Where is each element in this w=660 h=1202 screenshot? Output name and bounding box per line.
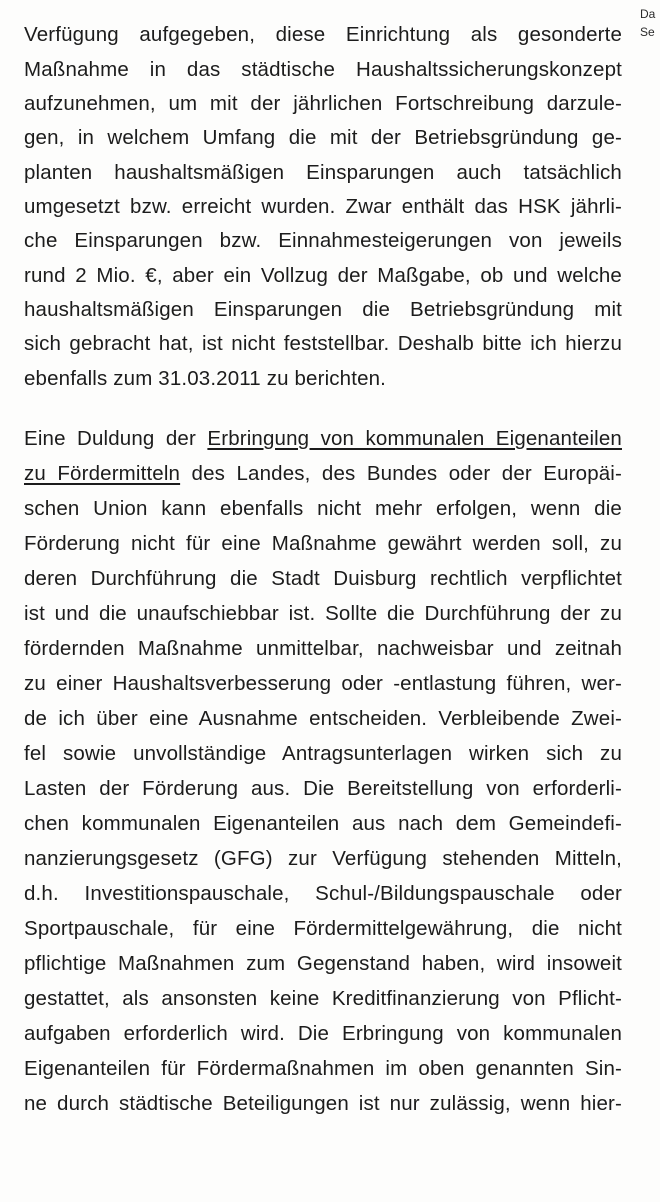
text-segment: Eine Duldung der xyxy=(24,427,196,450)
text-line: aufgaben erforderlich wird. Die Erbringung von kommunalen xyxy=(24,1022,622,1045)
text-line: pflichtige Maßnahmen zum Gegenstand haben, wird insoweit xyxy=(24,952,622,975)
text-line: sich gebracht hat, ist nicht feststellbar. Deshalb bitte ich hierzu xyxy=(24,332,622,355)
text-line xyxy=(24,459,622,489)
text-line: umgesetzt bzw. erreicht wurden. Zwar enthält das HSK jährli- xyxy=(24,195,622,218)
text-line: gen, in welchem Umfang die mit der Betriebsgründung ge- xyxy=(24,126,622,149)
text-segment: des Landes, des Bundes oder der Europäi- xyxy=(191,462,622,485)
text-line: Maßnahme in das städtische Haushaltssicherungskonzept xyxy=(24,58,622,81)
text-line: zu einer Haushaltsverbesserung oder -entlastung führen, wer- xyxy=(24,672,622,695)
text-line: planten haushaltsmäßigen Einsparungen auch tatsächlich xyxy=(24,161,622,184)
text-line: fel sowie unvollständige Antragsunterlagen wirken sich zu xyxy=(24,742,622,765)
text-line: ist und die unaufschiebbar ist. Sollte die Durchführung der zu xyxy=(24,602,622,625)
text-line: Sportpauschale, für eine Fördermittelgewährung, die nicht xyxy=(24,917,622,940)
text-line: schen Union kann ebenfalls nicht mehr erfolgen, wenn die xyxy=(24,497,622,520)
text-line: haushaltsmäßigen Einsparungen die Betriebsgründung mit xyxy=(24,298,622,321)
margin-note-1: Da xyxy=(640,7,656,21)
underlined-phrase: Erbringung von kommunalen Eigenanteilen xyxy=(207,427,622,450)
text-line: de ich über eine Ausnahme entscheiden. Verbleibende Zwei- xyxy=(24,707,622,730)
text-line: Verfügung aufgegeben, diese Einrichtung als gesonderte xyxy=(24,23,622,46)
text-line: Lasten der Förderung aus. Die Bereitstellung von erforderli- xyxy=(24,777,622,800)
text-line: chen kommunalen Eigenanteilen aus nach dem Gemeindefi- xyxy=(24,812,622,835)
text-line: Förderung nicht für eine Maßnahme gewährt werden soll, zu xyxy=(24,532,622,555)
text-line: ebenfalls zum 31.03.2011 zu berichten. xyxy=(24,367,387,390)
text-line: rund 2 Mio. €, aber ein Vollzug der Maßgabe, ob und welche xyxy=(24,264,622,287)
text-line xyxy=(24,424,622,454)
text-line: che Einsparungen bzw. Einnahmesteigerungen von jeweils xyxy=(24,229,622,252)
text-line: nanzierungsgesetz (GFG) zur Verfügung stehenden Mitteln, xyxy=(24,847,622,870)
text-line: ne durch städtische Beteiligungen ist nur zulässig, wenn hier- xyxy=(24,1092,622,1115)
text-line: d.h. Investitionspauschale, Schul-/Bildungspauschale oder xyxy=(24,882,622,905)
text-line: deren Durchführung die Stadt Duisburg rechtlich verpflichtet xyxy=(24,567,622,590)
text-line: fördernden Maßnahme unmittelbar, nachweisbar und zeitnah xyxy=(24,637,622,660)
underlined-phrase: zu Fördermitteln xyxy=(24,462,181,485)
text-line: gestattet, als ansonsten keine Kreditfinanzierung von Pflicht- xyxy=(24,987,622,1010)
margin-note-2: Se xyxy=(640,25,655,39)
text-line: Eigenanteilen für Fördermaßnahmen im oben genannten Sin- xyxy=(24,1057,622,1080)
text-line: aufzunehmen, um mit der jährlichen Fortschreibung darzule- xyxy=(24,92,622,115)
